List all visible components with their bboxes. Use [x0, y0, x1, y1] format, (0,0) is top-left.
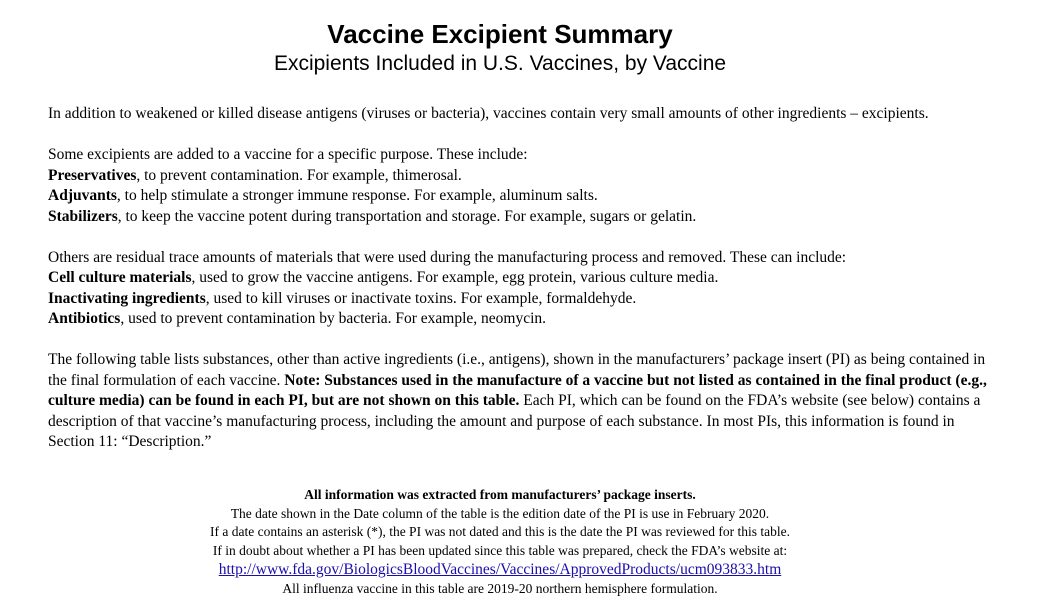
text-preservatives: , to prevent contamination. For example, thimerosal.	[136, 166, 462, 184]
purpose-section	[48, 145, 988, 227]
notes-line-asterisk: If a date contains an asterisk (*), the PI was not dated and this is the date the PI was reviewed for this table.	[210, 524, 790, 539]
text-inactivating: , used to kill viruses or inactivate toxins. For example, formaldehyde.	[205, 289, 637, 307]
notes-block	[0, 486, 1000, 599]
intro-paragraph: In addition to weakened or killed disease antigens (viruses or bacteria), vaccines contain very small amounts of other ingredients – excipients.	[48, 105, 929, 122]
fda-link[interactable]: http://www.fda.gov/BiologicsBloodVaccines/Vaccines/ApprovedProducts/ucm093833.htm	[218, 561, 782, 578]
text-antibiotics: , used to prevent contamination by bacteria. For example, neomycin.	[120, 310, 547, 327]
table-note-part1: The following table lists substances, other than active ingredients (i.e., antigens), shown in the manufacturers’ package insert (PI) as being contained in the final formulation of each vaccine.	[48, 351, 986, 389]
term-antibiotics: Antibiotics	[48, 310, 121, 327]
term-cell-culture: Cell culture materials	[48, 269, 192, 286]
purpose-lead: Some excipients are added to a vaccine for a specific purpose. These include:	[48, 146, 528, 163]
document-body	[48, 104, 988, 473]
term-inactivating: Inactivating ingredients	[48, 289, 206, 307]
notes-line-date: The date shown in the Date column of the table is the edition date of the PI is use in February 2020.	[230, 505, 770, 521]
table-note-bold: Note: Substances used in the manufacture of a vaccine but not listed as contained in the final product (e.g., culture media) can be found in each PI, but are not shown on this table.	[48, 371, 987, 409]
residual-section	[48, 248, 988, 330]
term-stabilizers: Stabilizers	[48, 207, 118, 225]
page-subtitle: Excipients Included in U.S. Vaccines, by Vaccine	[273, 52, 727, 75]
page-title: Vaccine Excipient Summary	[327, 19, 673, 49]
notes-footer: All influenza vaccine in this table are 2019-20 northern hemisphere formulation.	[282, 581, 718, 596]
table-note-part2: Each PI, which can be found on the FDA’s website (see below) contains a description of that vaccine’s manufacturing process, including the amount and purpose of each substance. In most PIs, this information is found in Section 11: “Description.”	[48, 392, 981, 450]
notes-line-doubt: If in doubt about whether a PI has been updated since this table was prepared, check the FDA’s website at:	[212, 542, 788, 558]
text-adjuvants: , to help stimulate a stronger immune response. For example, aluminum salts.	[116, 187, 598, 204]
term-adjuvants: Adjuvants	[48, 187, 117, 204]
table-note-paragraph	[48, 350, 988, 453]
residual-lead: Others are residual trace amounts of materials that were used during the manufacturing process and removed. These can include:	[48, 248, 847, 266]
term-preservatives: Preservatives	[48, 166, 137, 184]
text-cell-culture: , used to grow the vaccine antigens. For example, egg protein, various culture media.	[191, 269, 719, 286]
notes-heading: All information was extracted from manufacturers’ package inserts.	[304, 487, 696, 502]
text-stabilizers: , to keep the vaccine potent during transportation and storage. For example, sugars or gelatin.	[117, 207, 697, 225]
